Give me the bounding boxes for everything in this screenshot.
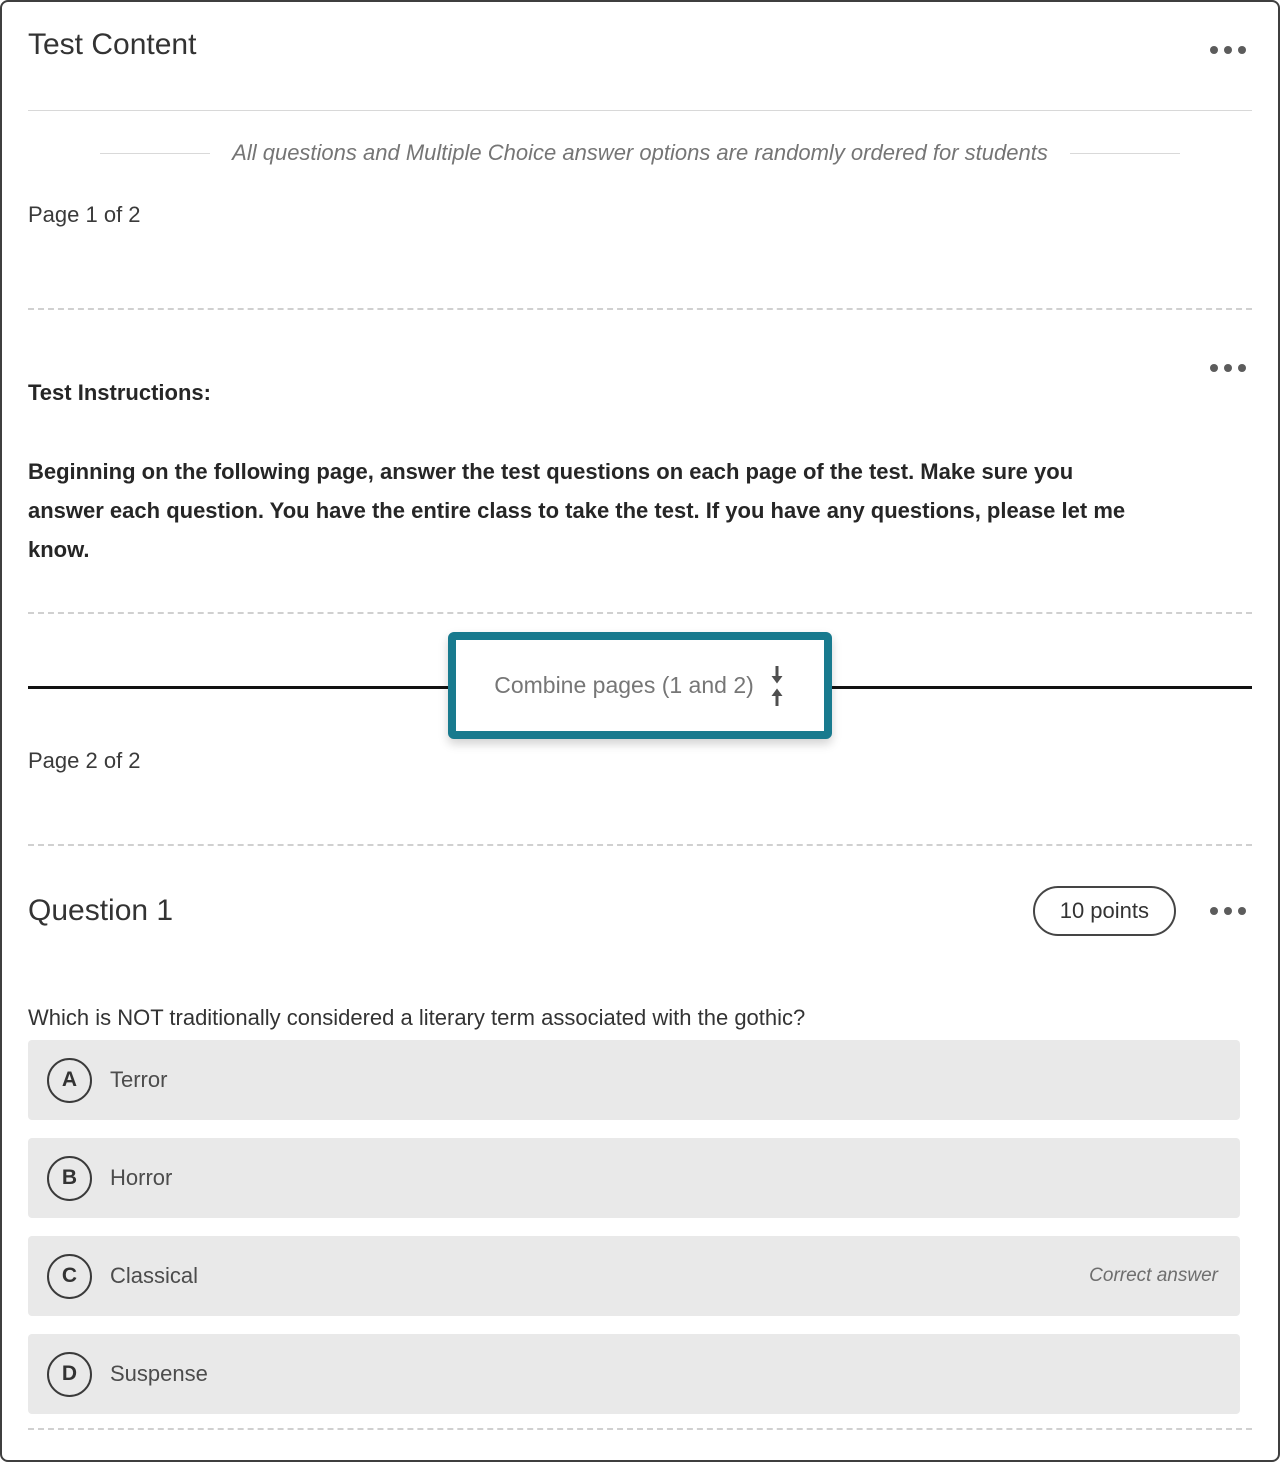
ellipsis-dot bbox=[1224, 907, 1232, 915]
merge-arrows-icon bbox=[768, 663, 786, 709]
correct-answer-note: Correct answer bbox=[1089, 1265, 1218, 1286]
question-menu-button[interactable] bbox=[1204, 903, 1252, 919]
header-divider bbox=[28, 110, 1252, 111]
option-letter-badge: C bbox=[47, 1254, 92, 1299]
question-title: Question 1 bbox=[28, 894, 174, 927]
option-letter-badge: A bbox=[47, 1058, 92, 1103]
question-header bbox=[28, 886, 1252, 936]
page-2-label: Page 2 of 2 bbox=[28, 748, 141, 773]
ellipsis-dot bbox=[1210, 907, 1218, 915]
ellipsis-dot bbox=[1238, 364, 1246, 372]
instructions-body: Beginning on the following page, answer the test questions on each page of the test. Make sure you answer each question. You have the entire class to take the test. If you have any questions, please let me know. bbox=[28, 459, 1126, 562]
randomization-notice bbox=[28, 140, 1252, 166]
option-label: Horror bbox=[110, 1165, 173, 1190]
dashed-divider bbox=[28, 308, 1252, 310]
ellipsis-dot bbox=[1210, 364, 1218, 372]
notice-line-right bbox=[1070, 153, 1180, 154]
dashed-divider bbox=[28, 844, 1252, 846]
instructions-heading: Test Instructions: bbox=[28, 380, 211, 405]
answer-options bbox=[28, 1040, 1252, 1414]
points-pill[interactable]: 10 points bbox=[1033, 886, 1176, 936]
answer-option-row bbox=[28, 1138, 1240, 1218]
instructions-header bbox=[28, 360, 1252, 376]
dashed-divider bbox=[28, 1428, 1252, 1430]
notice-line-left bbox=[100, 153, 210, 154]
option-label: Terror bbox=[110, 1067, 168, 1092]
combine-pages-button[interactable] bbox=[448, 632, 832, 739]
instructions-menu-button[interactable] bbox=[1204, 360, 1252, 376]
option-label: Classical bbox=[110, 1263, 199, 1288]
panel-header bbox=[28, 2, 1252, 64]
page-break-section bbox=[28, 630, 1252, 742]
randomization-notice-text: All questions and Multiple Choice answer options are randomly ordered for students bbox=[232, 140, 1048, 165]
ellipsis-dot bbox=[1238, 907, 1246, 915]
ellipsis-dot bbox=[1224, 364, 1232, 372]
page-1-label: Page 1 of 2 bbox=[28, 202, 141, 227]
option-letter-badge: B bbox=[47, 1156, 92, 1201]
combine-pages-label: Combine pages (1 and 2) bbox=[494, 672, 754, 698]
answer-option-row bbox=[28, 1334, 1240, 1414]
answer-option-row bbox=[28, 1040, 1240, 1120]
answer-option-row bbox=[28, 1236, 1240, 1316]
page-title: Test Content bbox=[28, 28, 197, 61]
option-label: Suspense bbox=[110, 1361, 208, 1386]
ellipsis-dot bbox=[1224, 46, 1232, 54]
question-prompt: Which is NOT traditionally considered a literary term associated with the gothic? bbox=[28, 1005, 806, 1030]
ellipsis-dot bbox=[1238, 46, 1246, 54]
question-header-actions bbox=[1033, 886, 1252, 936]
ellipsis-dot bbox=[1210, 46, 1218, 54]
test-content-menu-button[interactable] bbox=[1204, 28, 1252, 64]
option-letter-badge: D bbox=[47, 1352, 92, 1397]
dashed-divider bbox=[28, 612, 1252, 614]
